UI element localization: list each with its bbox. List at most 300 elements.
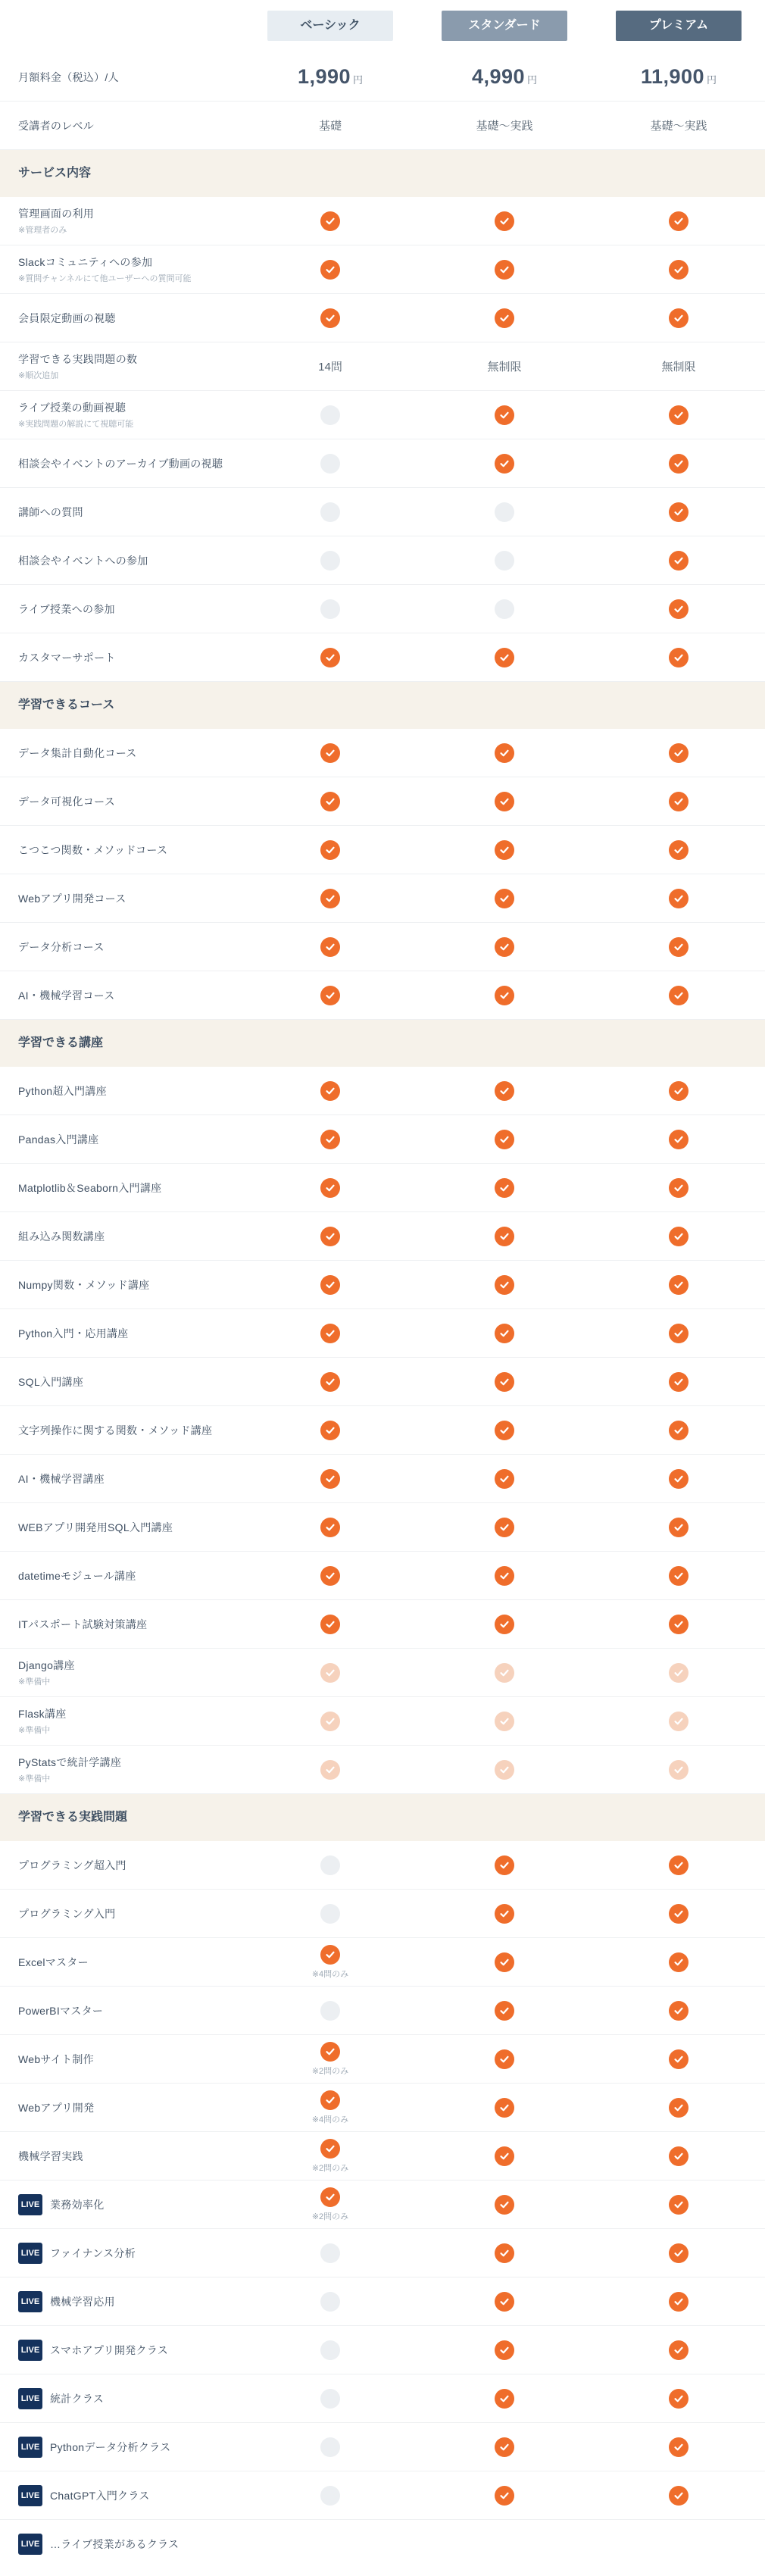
row-label	[18, 1067, 107, 1114]
table-row	[0, 1455, 765, 1503]
feature-name: PyStatsで統計学講座	[18, 1756, 122, 1768]
feature-name: 学習できる実践問題の数	[18, 353, 138, 365]
row-label	[18, 1261, 149, 1308]
check-icon	[669, 2146, 688, 2166]
check-icon	[669, 405, 688, 425]
plan-cell	[417, 2035, 592, 2083]
plan-cell	[417, 729, 592, 777]
table-row	[0, 1067, 765, 1115]
check-icon	[495, 2098, 514, 2118]
plan-cell	[243, 2423, 417, 2471]
plan-cell	[243, 536, 417, 584]
row-label	[18, 2423, 170, 2471]
check-icon	[495, 743, 514, 763]
check-empty-icon	[320, 2340, 340, 2360]
plan-cell	[592, 294, 765, 342]
plan-cell	[592, 826, 765, 874]
section-header	[0, 150, 765, 197]
feature-name: スマホアプリ開発クラス	[50, 2343, 169, 2356]
check-icon	[495, 648, 514, 667]
check-icon	[669, 840, 688, 860]
check-icon	[320, 1421, 340, 1440]
plan-header	[0, 11, 765, 42]
check-icon	[320, 2042, 340, 2062]
check-icon	[320, 937, 340, 957]
plan-tab-standard[interactable]: スタンダード	[442, 11, 567, 41]
check-icon	[495, 1469, 514, 1489]
feature-note: ※実践問題の解説にて視聴可能	[18, 420, 134, 429]
plan-cell	[592, 2423, 765, 2471]
plan-cell	[417, 1552, 592, 1599]
section-title: サービス内容	[18, 167, 92, 180]
row-label-live	[18, 2194, 105, 2215]
feature-name: ファイナンス分析	[50, 2246, 136, 2259]
table-row	[0, 923, 765, 971]
check-icon	[320, 1130, 340, 1149]
level-value: 基礎〜実践	[476, 120, 533, 133]
table-row	[0, 2035, 765, 2084]
check-icon	[495, 211, 514, 231]
plan-cell	[592, 729, 765, 777]
table-row	[0, 2471, 765, 2520]
live-badge: LIVE	[18, 2437, 42, 2458]
table-row	[0, 1890, 765, 1938]
row-label-live	[18, 2437, 170, 2458]
row-label	[18, 2084, 94, 2131]
plan-cell	[243, 923, 417, 971]
check-icon	[320, 1372, 340, 1392]
plan-cell	[592, 1406, 765, 1454]
legend-content	[18, 2534, 179, 2555]
check-icon	[669, 986, 688, 1005]
plan-cell	[592, 923, 765, 971]
row-label	[18, 536, 148, 584]
row-label	[18, 1212, 105, 1260]
table-row	[0, 197, 765, 245]
check-icon	[495, 1421, 514, 1440]
price-unit: 円	[707, 74, 717, 86]
check-empty-icon	[495, 599, 514, 619]
plan-cell	[592, 1987, 765, 2034]
feature-note: ※質問チャンネルにて他ユーザーへの質問可能	[18, 274, 192, 283]
plan-cell	[243, 1503, 417, 1551]
row-label	[18, 1552, 136, 1599]
section-title: 学習できるコース	[18, 699, 115, 711]
table-row	[0, 633, 765, 682]
plan-cell	[592, 2035, 765, 2083]
row-label	[18, 971, 115, 1019]
table-row	[0, 342, 765, 391]
table-row	[0, 2326, 765, 2374]
table-row	[0, 1261, 765, 1309]
plan-cell	[243, 2181, 417, 2228]
plan-cell	[243, 1841, 417, 1889]
check-icon	[669, 1372, 688, 1392]
plan-cell	[417, 826, 592, 874]
price-value: 11,900	[640, 65, 705, 88]
live-badge: LIVE	[18, 2534, 42, 2555]
feature-name: ChatGPT入門クラス	[50, 2489, 150, 2502]
row-label	[18, 1938, 89, 1986]
plan-cell	[243, 874, 417, 922]
plan-cell	[417, 1115, 592, 1163]
check-icon	[495, 1904, 514, 1924]
live-badge: LIVE	[18, 2485, 42, 2506]
table-row	[0, 2181, 765, 2229]
plan-cell	[417, 1938, 592, 1986]
row-label	[18, 1697, 67, 1745]
feature-name: Pythonデータ分析クラス	[50, 2440, 171, 2453]
check-empty-icon	[320, 405, 340, 425]
level-row	[0, 102, 765, 150]
check-empty-icon	[320, 2001, 340, 2021]
table-row	[0, 1503, 765, 1552]
feature-name: Matplotlib＆Seaborn入門講座	[18, 1181, 162, 1194]
plan-cell	[592, 1938, 765, 1986]
table-row	[0, 391, 765, 439]
plan-cell	[417, 971, 592, 1019]
plan-tab-basic[interactable]: ベーシック	[267, 11, 393, 41]
feature-name: Webアプリ開発コース	[18, 892, 126, 905]
plan-cell	[592, 1455, 765, 1502]
check-empty-icon	[320, 2389, 340, 2409]
check-icon	[320, 211, 340, 231]
check-icon	[495, 2340, 514, 2360]
feature-note: ※準備中	[18, 1677, 51, 1687]
plan-cell	[417, 633, 592, 681]
plan-cell	[243, 391, 417, 439]
level-label: 受講者のレベル	[18, 119, 95, 132]
plan-cell	[592, 1115, 765, 1163]
row-label	[18, 1987, 103, 2034]
check-icon	[495, 1178, 514, 1198]
check-icon	[669, 551, 688, 571]
row-label	[18, 1309, 129, 1357]
price-cell	[417, 53, 592, 101]
plan-cell	[243, 2374, 417, 2422]
plan-cell	[243, 2277, 417, 2325]
check-icon	[669, 454, 688, 474]
feature-name: 機械学習実践	[18, 2149, 83, 2162]
check-icon	[669, 2389, 688, 2409]
plan-cell	[592, 342, 765, 390]
plan-cell	[417, 1309, 592, 1357]
row-label	[18, 2229, 136, 2277]
row-label	[18, 488, 83, 536]
feature-name: Excelマスター	[18, 1955, 89, 1968]
plan-cell	[592, 2132, 765, 2180]
row-label	[18, 342, 137, 390]
row-label	[18, 391, 133, 439]
feature-name: PowerBIマスター	[18, 2004, 104, 2017]
plan-cell	[417, 2181, 592, 2228]
plan-cell	[243, 1746, 417, 1793]
table-row	[0, 971, 765, 1020]
plan-cell	[417, 2374, 592, 2422]
table-row	[0, 2374, 765, 2423]
check-icon	[669, 1518, 688, 1537]
row-label-live	[18, 2388, 104, 2409]
feature-name: Flask講座	[18, 1708, 67, 1720]
row-label	[18, 102, 94, 149]
row-label	[18, 1455, 105, 1502]
plan-cell	[417, 1841, 592, 1889]
row-label	[18, 2035, 94, 2083]
plan-cell	[243, 197, 417, 245]
check-icon	[495, 889, 514, 908]
check-pending-icon	[669, 1712, 688, 1731]
plan-cell	[592, 2326, 765, 2374]
plan-cell	[592, 1649, 765, 1696]
feature-note: ※順次追加	[18, 371, 59, 380]
row-label	[18, 197, 94, 245]
cell-note: ※4問のみ	[311, 1969, 349, 1979]
plan-cell	[243, 585, 417, 633]
table-row	[0, 1309, 765, 1358]
feature-name: Django講座	[18, 1659, 75, 1671]
check-icon	[495, 1855, 514, 1875]
check-icon	[495, 2292, 514, 2312]
row-label-live	[18, 2485, 150, 2506]
plan-cell	[592, 874, 765, 922]
level-value: 基礎	[318, 120, 342, 133]
check-icon	[495, 1324, 514, 1343]
plan-cell	[243, 826, 417, 874]
plan-cell	[592, 1697, 765, 1745]
feature-name: データ可視化コース	[18, 795, 115, 808]
plan-cell	[592, 1358, 765, 1405]
plan-cell	[592, 777, 765, 825]
check-icon	[669, 1904, 688, 1924]
feature-name: データ分析コース	[18, 940, 105, 953]
check-icon	[320, 743, 340, 763]
check-icon	[495, 840, 514, 860]
row-label	[18, 2132, 83, 2180]
section-header	[0, 1794, 765, 1841]
check-pending-icon	[320, 1663, 340, 1683]
check-icon	[320, 1227, 340, 1246]
check-icon	[320, 1566, 340, 1586]
plan-cell	[592, 1261, 765, 1308]
plan-cell	[592, 488, 765, 536]
price-value: 4,990	[471, 65, 526, 88]
row-label	[18, 2277, 115, 2325]
feature-name: 文字列操作に関する関数・メソッド講座	[18, 1424, 213, 1436]
plan-cell	[243, 2084, 417, 2131]
check-icon	[320, 1324, 340, 1343]
check-icon	[320, 1275, 340, 1295]
plan-cell	[243, 2229, 417, 2277]
feature-name: Webアプリ開発	[18, 2101, 95, 2114]
plan-cell	[592, 197, 765, 245]
check-icon	[320, 260, 340, 280]
plan-cell	[417, 1067, 592, 1114]
check-icon	[669, 1855, 688, 1875]
check-icon	[320, 1081, 340, 1101]
feature-name: 会員限定動画の視聴	[18, 311, 116, 324]
price	[298, 65, 363, 89]
feature-name: Slackコミュニティへの参加	[18, 256, 153, 268]
check-icon	[495, 2243, 514, 2263]
check-icon	[669, 599, 688, 619]
feature-name: Python超入門講座	[18, 1084, 107, 1097]
plan-cell	[417, 391, 592, 439]
legend-row	[0, 2520, 765, 2568]
plan-cell	[243, 1455, 417, 1502]
check-empty-icon	[320, 1904, 340, 1924]
feature-name: プログラミング超入門	[18, 1859, 126, 1871]
table-row	[0, 1746, 765, 1794]
plan-cell	[417, 2423, 592, 2471]
check-icon	[495, 792, 514, 811]
plan-cell	[417, 245, 592, 293]
plan-cell	[243, 971, 417, 1019]
price-label: 月額料金（税込）/人	[18, 70, 119, 83]
check-empty-icon	[320, 551, 340, 571]
feature-name: 業務効率化	[50, 2198, 105, 2211]
check-pending-icon	[320, 1760, 340, 1780]
plan-cell	[417, 1890, 592, 1937]
check-icon	[669, 1178, 688, 1198]
row-label	[18, 439, 223, 487]
cell-note: ※2問のみ	[311, 2163, 349, 2173]
plan-cell	[243, 294, 417, 342]
plan-cell	[592, 536, 765, 584]
check-pending-icon	[495, 1760, 514, 1780]
check-icon	[495, 260, 514, 280]
check-icon	[495, 1615, 514, 1634]
plan-cell	[243, 1261, 417, 1308]
plan-tab-premium[interactable]: プレミアム	[616, 11, 742, 41]
plan-cell	[592, 1164, 765, 1211]
plan-cell	[243, 1309, 417, 1357]
section-title: 学習できる実践問題	[18, 1811, 128, 1824]
plan-cell	[592, 585, 765, 633]
plan-cell	[417, 197, 592, 245]
plan-cell	[592, 971, 765, 1019]
check-icon	[669, 889, 688, 908]
plan-cell	[592, 439, 765, 487]
plan-cell	[592, 1309, 765, 1357]
table-row	[0, 1987, 765, 2035]
live-badge: LIVE	[18, 2194, 42, 2215]
feature-name: datetimeモジュール講座	[18, 1569, 136, 1582]
row-label	[18, 1406, 212, 1454]
row-label	[18, 826, 167, 874]
row-label	[18, 2326, 168, 2374]
plan-cell	[417, 874, 592, 922]
cell-value: 無制限	[661, 361, 696, 374]
check-icon	[669, 937, 688, 957]
plan-cell	[417, 536, 592, 584]
row-label	[18, 245, 192, 293]
row-label	[18, 1600, 147, 1648]
check-icon	[669, 1566, 688, 1586]
plan-cell	[417, 777, 592, 825]
check-icon	[669, 2049, 688, 2069]
plan-cell	[417, 2084, 592, 2131]
row-label	[18, 2471, 150, 2519]
check-pending-icon	[669, 1760, 688, 1780]
plan-cell	[592, 391, 765, 439]
check-icon	[320, 308, 340, 328]
check-icon	[669, 2340, 688, 2360]
table-row	[0, 1552, 765, 1600]
plan-cell	[417, 1358, 592, 1405]
row-label	[18, 294, 116, 342]
plan-cell	[417, 1406, 592, 1454]
check-icon	[495, 2049, 514, 2069]
check-icon	[320, 648, 340, 667]
feature-name: Numpy関数・メソッド講座	[18, 1278, 150, 1291]
plan-cell	[243, 729, 417, 777]
check-icon	[669, 2001, 688, 2021]
check-icon	[320, 2090, 340, 2110]
cell-note: ※2問のみ	[311, 2212, 349, 2221]
check-icon	[320, 986, 340, 1005]
check-icon	[495, 2437, 514, 2457]
check-icon	[669, 308, 688, 328]
plan-cell	[243, 1600, 417, 1648]
row-label	[18, 1841, 126, 1889]
check-icon	[669, 2243, 688, 2263]
check-icon	[495, 986, 514, 1005]
check-icon	[495, 937, 514, 957]
check-icon	[320, 2187, 340, 2207]
level-value: 基礎〜実践	[650, 120, 707, 133]
plan-cell	[243, 1552, 417, 1599]
section-header	[0, 1020, 765, 1067]
live-badge: LIVE	[18, 2388, 42, 2409]
plan-cell	[243, 488, 417, 536]
legend	[18, 2520, 179, 2568]
plan-cell	[243, 1987, 417, 2034]
feature-name: AI・機械学習講座	[18, 1472, 105, 1485]
price-unit: 円	[353, 74, 364, 86]
check-icon	[320, 792, 340, 811]
table-row	[0, 1164, 765, 1212]
price	[641, 65, 717, 89]
table-row	[0, 1649, 765, 1697]
check-empty-icon	[495, 502, 514, 522]
row-label-live	[18, 2340, 168, 2361]
plan-cell	[417, 488, 592, 536]
table-row	[0, 245, 765, 294]
plan-cell	[592, 245, 765, 293]
plan-cell	[417, 1987, 592, 2034]
plan-cell	[417, 1164, 592, 1211]
row-label	[18, 874, 126, 922]
plan-cell	[592, 2277, 765, 2325]
check-icon	[495, 1275, 514, 1295]
check-icon	[495, 1566, 514, 1586]
feature-name: データ集計自動化コース	[18, 746, 137, 759]
plan-cell	[417, 1746, 592, 1793]
plan-cell	[417, 923, 592, 971]
check-pending-icon	[495, 1712, 514, 1731]
feature-note: ※準備中	[18, 1726, 51, 1735]
check-icon	[495, 2195, 514, 2215]
plan-cell	[243, 1358, 417, 1405]
check-empty-icon	[320, 2292, 340, 2312]
price-cell	[243, 53, 417, 101]
check-icon	[669, 648, 688, 667]
plan-cell	[243, 777, 417, 825]
check-icon	[320, 1469, 340, 1489]
feature-name: 講師への質問	[18, 505, 83, 518]
feature-name: 相談会やイベントのアーカイブ動画の視聴	[18, 457, 223, 470]
check-icon	[669, 743, 688, 763]
